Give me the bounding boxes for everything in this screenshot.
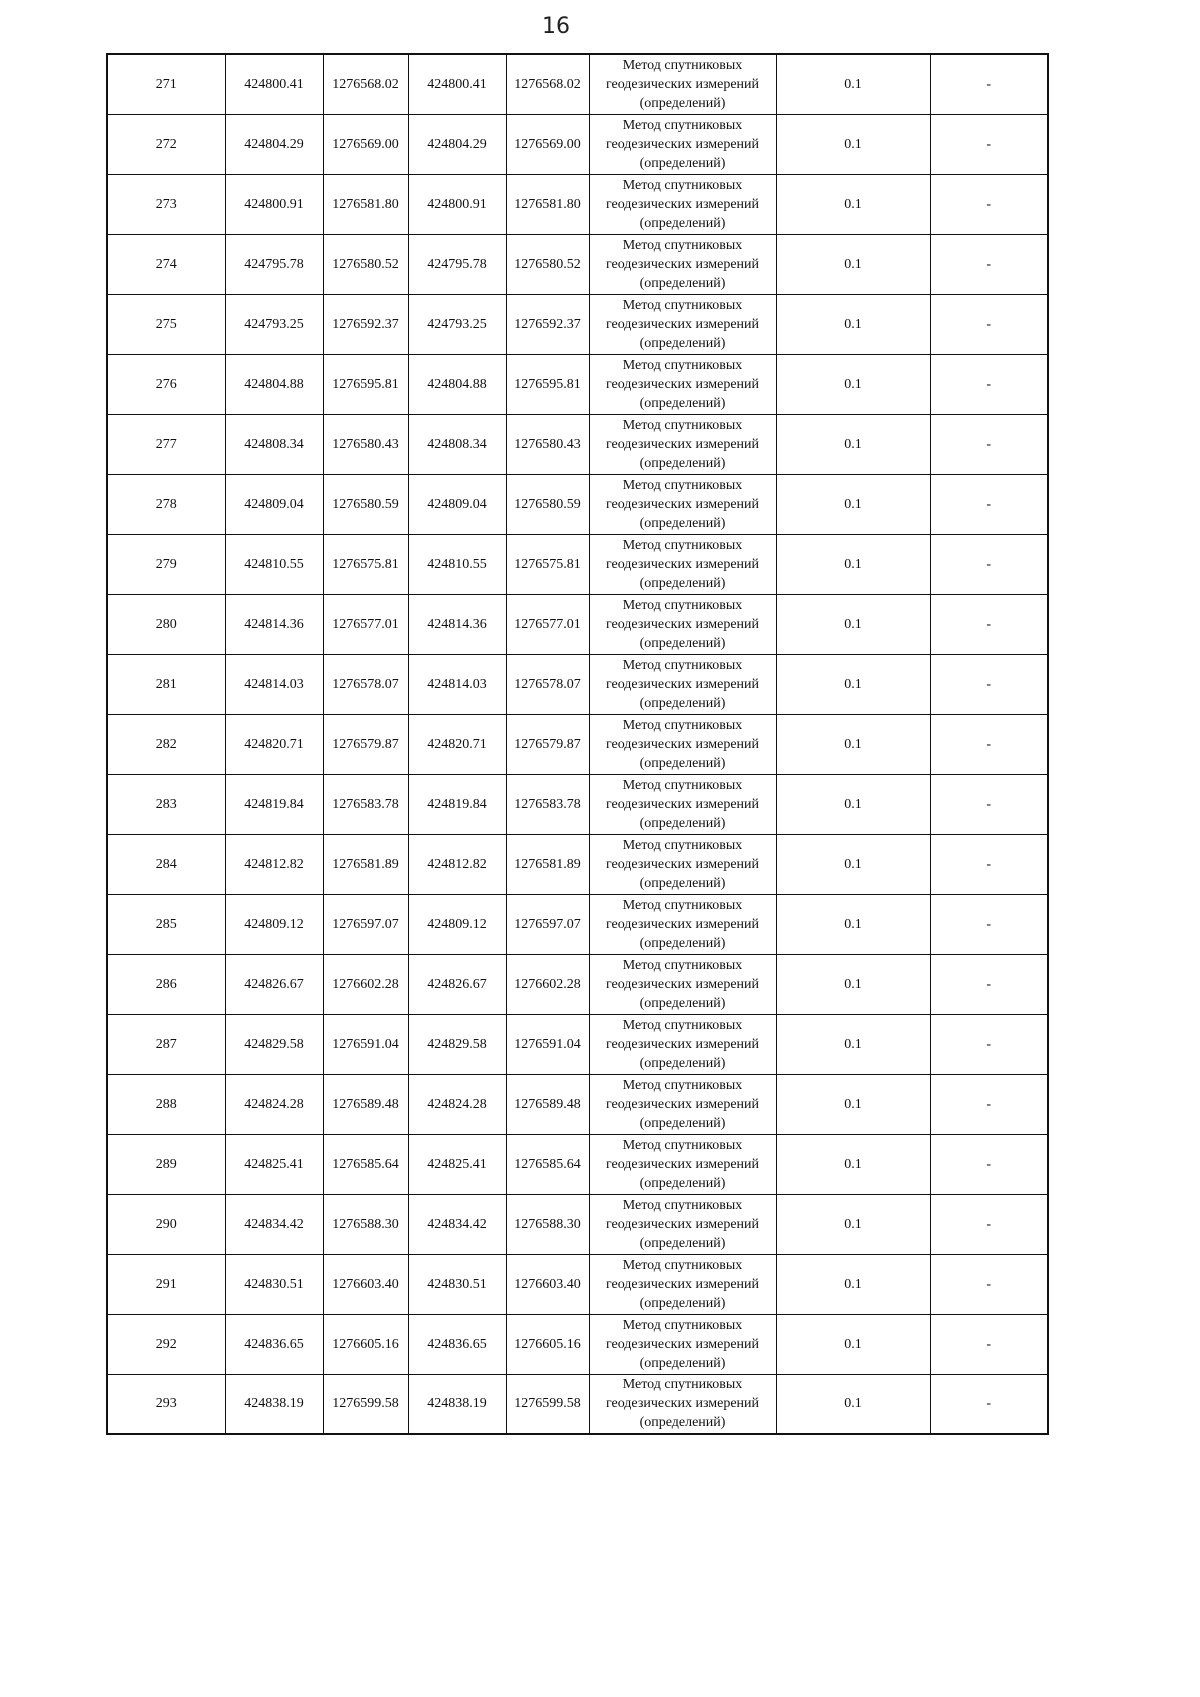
- method-text-line: геодезических измерений: [605, 796, 760, 812]
- x-coordinate-repeat-cell: 424825.41: [408, 1134, 506, 1194]
- y-coordinate-cell: 1276605.16: [323, 1314, 408, 1374]
- accuracy-cell: 0.1: [776, 654, 930, 714]
- x-coordinate-cell: 424838.19: [225, 1374, 323, 1434]
- table-row: [107, 114, 1048, 174]
- table-row: [107, 714, 1048, 774]
- note-cell: -: [930, 894, 1048, 954]
- x-coordinate-repeat-cell: 424834.42: [408, 1194, 506, 1254]
- method-text-line: геодезических измерений: [605, 316, 760, 332]
- method-text-line: Метод спутниковых: [622, 117, 743, 133]
- y-coordinate-cell: 1276580.59: [323, 474, 408, 534]
- method-cell: [589, 1014, 776, 1074]
- table-row: [107, 54, 1048, 114]
- method-text-line: геодезических измерений: [605, 736, 760, 752]
- x-coordinate-cell: 424800.91: [225, 174, 323, 234]
- point-number-cell: 283: [107, 774, 225, 834]
- x-coordinate-cell: 424814.03: [225, 654, 323, 714]
- point-number-cell: 282: [107, 714, 225, 774]
- accuracy-cell: 0.1: [776, 1074, 930, 1134]
- method-cell: [589, 1194, 776, 1254]
- method-text-line: геодезических измерений: [605, 676, 760, 692]
- x-coordinate-repeat-cell: 424820.71: [408, 714, 506, 774]
- note-cell: -: [930, 594, 1048, 654]
- table-row: [107, 1074, 1048, 1134]
- point-number-cell: 287: [107, 1014, 225, 1074]
- y-coordinate-cell: 1276578.07: [323, 654, 408, 714]
- x-coordinate-repeat-cell: 424800.91: [408, 174, 506, 234]
- method-text-line: Метод спутниковых: [622, 657, 743, 673]
- x-coordinate-cell: 424826.67: [225, 954, 323, 1014]
- y-coordinate-repeat-cell: 1276577.01: [506, 594, 589, 654]
- note-cell: -: [930, 294, 1048, 354]
- accuracy-cell: 0.1: [776, 354, 930, 414]
- x-coordinate-repeat-cell: 424814.36: [408, 594, 506, 654]
- method-text-line: Метод спутниковых: [622, 57, 743, 73]
- y-coordinate-repeat-cell: 1276581.80: [506, 174, 589, 234]
- x-coordinate-cell: 424793.25: [225, 294, 323, 354]
- y-coordinate-cell: 1276603.40: [323, 1254, 408, 1314]
- x-coordinate-cell: 424819.84: [225, 774, 323, 834]
- method-cell: [589, 834, 776, 894]
- note-cell: -: [930, 234, 1048, 294]
- method-text-line: (определений): [639, 215, 726, 231]
- method-text-line: (определений): [639, 1415, 726, 1431]
- x-coordinate-repeat-cell: 424824.28: [408, 1074, 506, 1134]
- y-coordinate-cell: 1276595.81: [323, 354, 408, 414]
- x-coordinate-repeat-cell: 424814.03: [408, 654, 506, 714]
- method-text-line: (определений): [639, 935, 726, 951]
- y-coordinate-repeat-cell: 1276585.64: [506, 1134, 589, 1194]
- x-coordinate-repeat-cell: 424836.65: [408, 1314, 506, 1374]
- point-number-cell: 289: [107, 1134, 225, 1194]
- y-coordinate-repeat-cell: 1276605.16: [506, 1314, 589, 1374]
- method-text-line: Метод спутниковых: [622, 1197, 743, 1213]
- method-cell: [589, 354, 776, 414]
- note-cell: -: [930, 1254, 1048, 1314]
- point-number-cell: 279: [107, 534, 225, 594]
- method-text-line: Метод спутниковых: [622, 597, 743, 613]
- method-text-line: геодезических измерений: [605, 616, 760, 632]
- y-coordinate-repeat-cell: 1276578.07: [506, 654, 589, 714]
- method-text-line: Метод спутниковых: [622, 177, 743, 193]
- method-text-line: Метод спутниковых: [622, 1137, 743, 1153]
- table-row: [107, 474, 1048, 534]
- note-cell: -: [930, 114, 1048, 174]
- method-text-line: геодезических измерений: [605, 976, 760, 992]
- note-cell: -: [930, 474, 1048, 534]
- method-cell: [589, 1374, 776, 1434]
- point-number-cell: 284: [107, 834, 225, 894]
- x-coordinate-repeat-cell: 424838.19: [408, 1374, 506, 1434]
- x-coordinate-repeat-cell: 424804.88: [408, 354, 506, 414]
- point-number-cell: 291: [107, 1254, 225, 1314]
- accuracy-cell: 0.1: [776, 1194, 930, 1254]
- accuracy-cell: 0.1: [776, 714, 930, 774]
- coordinates-table-body: [107, 54, 1048, 1434]
- method-cell: [589, 414, 776, 474]
- point-number-cell: 290: [107, 1194, 225, 1254]
- y-coordinate-repeat-cell: 1276599.58: [506, 1374, 589, 1434]
- method-text-line: геодезических измерений: [605, 1336, 760, 1352]
- y-coordinate-repeat-cell: 1276580.43: [506, 414, 589, 474]
- x-coordinate-cell: 424804.88: [225, 354, 323, 414]
- point-number-cell: 278: [107, 474, 225, 534]
- y-coordinate-cell: 1276579.87: [323, 714, 408, 774]
- y-coordinate-cell: 1276580.43: [323, 414, 408, 474]
- x-coordinate-cell: 424810.55: [225, 534, 323, 594]
- table-row: [107, 534, 1048, 594]
- method-text-line: геодезических измерений: [605, 196, 760, 212]
- x-coordinate-cell: 424824.28: [225, 1074, 323, 1134]
- method-text-line: Метод спутниковых: [622, 1077, 743, 1093]
- y-coordinate-cell: 1276581.89: [323, 834, 408, 894]
- accuracy-cell: 0.1: [776, 1374, 930, 1434]
- note-cell: -: [930, 834, 1048, 894]
- method-text-line: (определений): [639, 1235, 726, 1251]
- method-text-line: (определений): [639, 1355, 726, 1371]
- method-text-line: Метод спутниковых: [622, 237, 743, 253]
- table-row: [107, 654, 1048, 714]
- method-cell: [589, 654, 776, 714]
- y-coordinate-cell: 1276597.07: [323, 894, 408, 954]
- table-row: [107, 354, 1048, 414]
- accuracy-cell: 0.1: [776, 1254, 930, 1314]
- y-coordinate-repeat-cell: 1276597.07: [506, 894, 589, 954]
- y-coordinate-cell: 1276581.80: [323, 174, 408, 234]
- note-cell: -: [930, 1134, 1048, 1194]
- y-coordinate-repeat-cell: 1276569.00: [506, 114, 589, 174]
- note-cell: -: [930, 174, 1048, 234]
- point-number-cell: 281: [107, 654, 225, 714]
- x-coordinate-cell: 424809.12: [225, 894, 323, 954]
- x-coordinate-cell: 424814.36: [225, 594, 323, 654]
- point-number-cell: 273: [107, 174, 225, 234]
- x-coordinate-repeat-cell: 424809.12: [408, 894, 506, 954]
- note-cell: -: [930, 654, 1048, 714]
- table-row: [107, 774, 1048, 834]
- method-cell: [589, 594, 776, 654]
- method-text-line: геодезических измерений: [605, 556, 760, 572]
- method-text-line: (определений): [639, 575, 726, 591]
- y-coordinate-repeat-cell: 1276602.28: [506, 954, 589, 1014]
- x-coordinate-repeat-cell: 424829.58: [408, 1014, 506, 1074]
- accuracy-cell: 0.1: [776, 774, 930, 834]
- y-coordinate-repeat-cell: 1276580.59: [506, 474, 589, 534]
- method-text-line: Метод спутниковых: [622, 837, 743, 853]
- x-coordinate-cell: 424829.58: [225, 1014, 323, 1074]
- table-row: [107, 894, 1048, 954]
- point-number-cell: 285: [107, 894, 225, 954]
- method-cell: [589, 1074, 776, 1134]
- x-coordinate-repeat-cell: 424808.34: [408, 414, 506, 474]
- y-coordinate-cell: 1276589.48: [323, 1074, 408, 1134]
- y-coordinate-cell: 1276592.37: [323, 294, 408, 354]
- point-number-cell: 274: [107, 234, 225, 294]
- table-row: [107, 1374, 1048, 1434]
- accuracy-cell: 0.1: [776, 114, 930, 174]
- note-cell: -: [930, 714, 1048, 774]
- method-cell: [589, 534, 776, 594]
- method-text-line: геодезических измерений: [605, 256, 760, 272]
- note-cell: -: [930, 534, 1048, 594]
- method-text-line: (определений): [639, 335, 726, 351]
- method-text-line: геодезических измерений: [605, 1396, 760, 1412]
- y-coordinate-cell: 1276580.52: [323, 234, 408, 294]
- y-coordinate-cell: 1276602.28: [323, 954, 408, 1014]
- table-row: [107, 294, 1048, 354]
- method-text-line: (определений): [639, 1115, 726, 1131]
- y-coordinate-repeat-cell: 1276592.37: [506, 294, 589, 354]
- table-row: [107, 1254, 1048, 1314]
- x-coordinate-cell: 424812.82: [225, 834, 323, 894]
- method-cell: [589, 54, 776, 114]
- accuracy-cell: 0.1: [776, 294, 930, 354]
- page-number: 16: [542, 14, 570, 39]
- table-row: [107, 234, 1048, 294]
- x-coordinate-repeat-cell: 424819.84: [408, 774, 506, 834]
- method-text-line: геодезических измерений: [605, 496, 760, 512]
- table-row: [107, 1194, 1048, 1254]
- x-coordinate-cell: 424808.34: [225, 414, 323, 474]
- y-coordinate-cell: 1276577.01: [323, 594, 408, 654]
- x-coordinate-cell: 424795.78: [225, 234, 323, 294]
- y-coordinate-repeat-cell: 1276603.40: [506, 1254, 589, 1314]
- method-text-line: Метод спутниковых: [622, 297, 743, 313]
- point-number-cell: 272: [107, 114, 225, 174]
- method-cell: [589, 1134, 776, 1194]
- method-text-line: (определений): [639, 395, 726, 411]
- note-cell: -: [930, 1074, 1048, 1134]
- method-text-line: (определений): [639, 695, 726, 711]
- y-coordinate-cell: 1276568.02: [323, 54, 408, 114]
- y-coordinate-repeat-cell: 1276595.81: [506, 354, 589, 414]
- method-cell: [589, 1254, 776, 1314]
- x-coordinate-repeat-cell: 424826.67: [408, 954, 506, 1014]
- x-coordinate-cell: 424825.41: [225, 1134, 323, 1194]
- method-text-line: геодезических измерений: [605, 1216, 760, 1232]
- method-cell: [589, 294, 776, 354]
- method-text-line: (определений): [639, 515, 726, 531]
- y-coordinate-repeat-cell: 1276591.04: [506, 1014, 589, 1074]
- method-text-line: (определений): [639, 275, 726, 291]
- method-text-line: Метод спутниковых: [622, 777, 743, 793]
- x-coordinate-repeat-cell: 424830.51: [408, 1254, 506, 1314]
- x-coordinate-repeat-cell: 424812.82: [408, 834, 506, 894]
- x-coordinate-repeat-cell: 424800.41: [408, 54, 506, 114]
- method-text-line: (определений): [639, 995, 726, 1011]
- method-text-line: (определений): [639, 155, 726, 171]
- y-coordinate-repeat-cell: 1276589.48: [506, 1074, 589, 1134]
- table-row: [107, 174, 1048, 234]
- method-text-line: Метод спутниковых: [622, 897, 743, 913]
- method-cell: [589, 114, 776, 174]
- table-row: [107, 594, 1048, 654]
- accuracy-cell: 0.1: [776, 834, 930, 894]
- method-cell: [589, 474, 776, 534]
- method-text-line: (определений): [639, 635, 726, 651]
- coordinates-table: [106, 53, 1049, 1435]
- method-text-line: геодезических измерений: [605, 76, 760, 92]
- method-text-line: геодезических измерений: [605, 1156, 760, 1172]
- y-coordinate-repeat-cell: 1276575.81: [506, 534, 589, 594]
- note-cell: -: [930, 414, 1048, 474]
- point-number-cell: 288: [107, 1074, 225, 1134]
- note-cell: -: [930, 1374, 1048, 1434]
- x-coordinate-cell: 424800.41: [225, 54, 323, 114]
- note-cell: -: [930, 954, 1048, 1014]
- method-text-line: геодезических измерений: [605, 1276, 760, 1292]
- point-number-cell: 276: [107, 354, 225, 414]
- note-cell: -: [930, 774, 1048, 834]
- accuracy-cell: 0.1: [776, 1014, 930, 1074]
- point-number-cell: 275: [107, 294, 225, 354]
- method-text-line: (определений): [639, 1175, 726, 1191]
- method-text-line: (определений): [639, 875, 726, 891]
- y-coordinate-cell: 1276599.58: [323, 1374, 408, 1434]
- method-cell: [589, 894, 776, 954]
- accuracy-cell: 0.1: [776, 594, 930, 654]
- note-cell: -: [930, 1314, 1048, 1374]
- x-coordinate-repeat-cell: 424809.04: [408, 474, 506, 534]
- method-text-line: Метод спутниковых: [622, 1317, 743, 1333]
- table-row: [107, 834, 1048, 894]
- point-number-cell: 280: [107, 594, 225, 654]
- method-text-line: Метод спутниковых: [622, 1257, 743, 1273]
- accuracy-cell: 0.1: [776, 234, 930, 294]
- table-row: [107, 1014, 1048, 1074]
- method-text-line: геодезических измерений: [605, 136, 760, 152]
- y-coordinate-repeat-cell: 1276579.87: [506, 714, 589, 774]
- table-row: [107, 954, 1048, 1014]
- method-cell: [589, 174, 776, 234]
- method-cell: [589, 954, 776, 1014]
- accuracy-cell: 0.1: [776, 54, 930, 114]
- point-number-cell: 286: [107, 954, 225, 1014]
- y-coordinate-repeat-cell: 1276580.52: [506, 234, 589, 294]
- x-coordinate-cell: 424804.29: [225, 114, 323, 174]
- accuracy-cell: 0.1: [776, 954, 930, 1014]
- method-text-line: Метод спутниковых: [622, 1377, 743, 1393]
- method-text-line: геодезических измерений: [605, 916, 760, 932]
- method-text-line: геодезических измерений: [605, 1036, 760, 1052]
- method-text-line: (определений): [639, 1055, 726, 1071]
- table-row: [107, 1314, 1048, 1374]
- method-text-line: геодезических измерений: [605, 436, 760, 452]
- method-text-line: Метод спутниковых: [622, 417, 743, 433]
- y-coordinate-cell: 1276575.81: [323, 534, 408, 594]
- accuracy-cell: 0.1: [776, 1134, 930, 1194]
- table-row: [107, 414, 1048, 474]
- accuracy-cell: 0.1: [776, 414, 930, 474]
- method-text-line: Метод спутниковых: [622, 1017, 743, 1033]
- method-cell: [589, 234, 776, 294]
- method-text-line: геодезических измерений: [605, 856, 760, 872]
- method-text-line: (определений): [639, 1295, 726, 1311]
- x-coordinate-cell: 424830.51: [225, 1254, 323, 1314]
- table-row: [107, 1134, 1048, 1194]
- y-coordinate-cell: 1276583.78: [323, 774, 408, 834]
- x-coordinate-cell: 424809.04: [225, 474, 323, 534]
- x-coordinate-cell: 424836.65: [225, 1314, 323, 1374]
- accuracy-cell: 0.1: [776, 534, 930, 594]
- y-coordinate-cell: 1276585.64: [323, 1134, 408, 1194]
- y-coordinate-cell: 1276569.00: [323, 114, 408, 174]
- point-number-cell: 292: [107, 1314, 225, 1374]
- y-coordinate-repeat-cell: 1276583.78: [506, 774, 589, 834]
- point-number-cell: 293: [107, 1374, 225, 1434]
- x-coordinate-repeat-cell: 424810.55: [408, 534, 506, 594]
- y-coordinate-cell: 1276591.04: [323, 1014, 408, 1074]
- accuracy-cell: 0.1: [776, 1314, 930, 1374]
- y-coordinate-repeat-cell: 1276568.02: [506, 54, 589, 114]
- y-coordinate-repeat-cell: 1276581.89: [506, 834, 589, 894]
- note-cell: -: [930, 54, 1048, 114]
- note-cell: -: [930, 354, 1048, 414]
- method-text-line: Метод спутниковых: [622, 537, 743, 553]
- point-number-cell: 277: [107, 414, 225, 474]
- method-text-line: (определений): [639, 755, 726, 771]
- y-coordinate-cell: 1276588.30: [323, 1194, 408, 1254]
- x-coordinate-repeat-cell: 424804.29: [408, 114, 506, 174]
- point-number-cell: 271: [107, 54, 225, 114]
- accuracy-cell: 0.1: [776, 474, 930, 534]
- method-text-line: Метод спутниковых: [622, 357, 743, 373]
- method-text-line: геодезических измерений: [605, 376, 760, 392]
- method-text-line: Метод спутниковых: [622, 717, 743, 733]
- method-cell: [589, 1314, 776, 1374]
- accuracy-cell: 0.1: [776, 894, 930, 954]
- note-cell: -: [930, 1194, 1048, 1254]
- method-cell: [589, 714, 776, 774]
- x-coordinate-repeat-cell: 424795.78: [408, 234, 506, 294]
- method-text-line: геодезических измерений: [605, 1096, 760, 1112]
- x-coordinate-cell: 424834.42: [225, 1194, 323, 1254]
- method-text-line: (определений): [639, 455, 726, 471]
- y-coordinate-repeat-cell: 1276588.30: [506, 1194, 589, 1254]
- method-text-line: Метод спутниковых: [622, 957, 743, 973]
- method-text-line: (определений): [639, 95, 726, 111]
- method-cell: [589, 774, 776, 834]
- x-coordinate-cell: 424820.71: [225, 714, 323, 774]
- method-text-line: (определений): [639, 815, 726, 831]
- note-cell: -: [930, 1014, 1048, 1074]
- x-coordinate-repeat-cell: 424793.25: [408, 294, 506, 354]
- method-text-line: Метод спутниковых: [622, 477, 743, 493]
- accuracy-cell: 0.1: [776, 174, 930, 234]
